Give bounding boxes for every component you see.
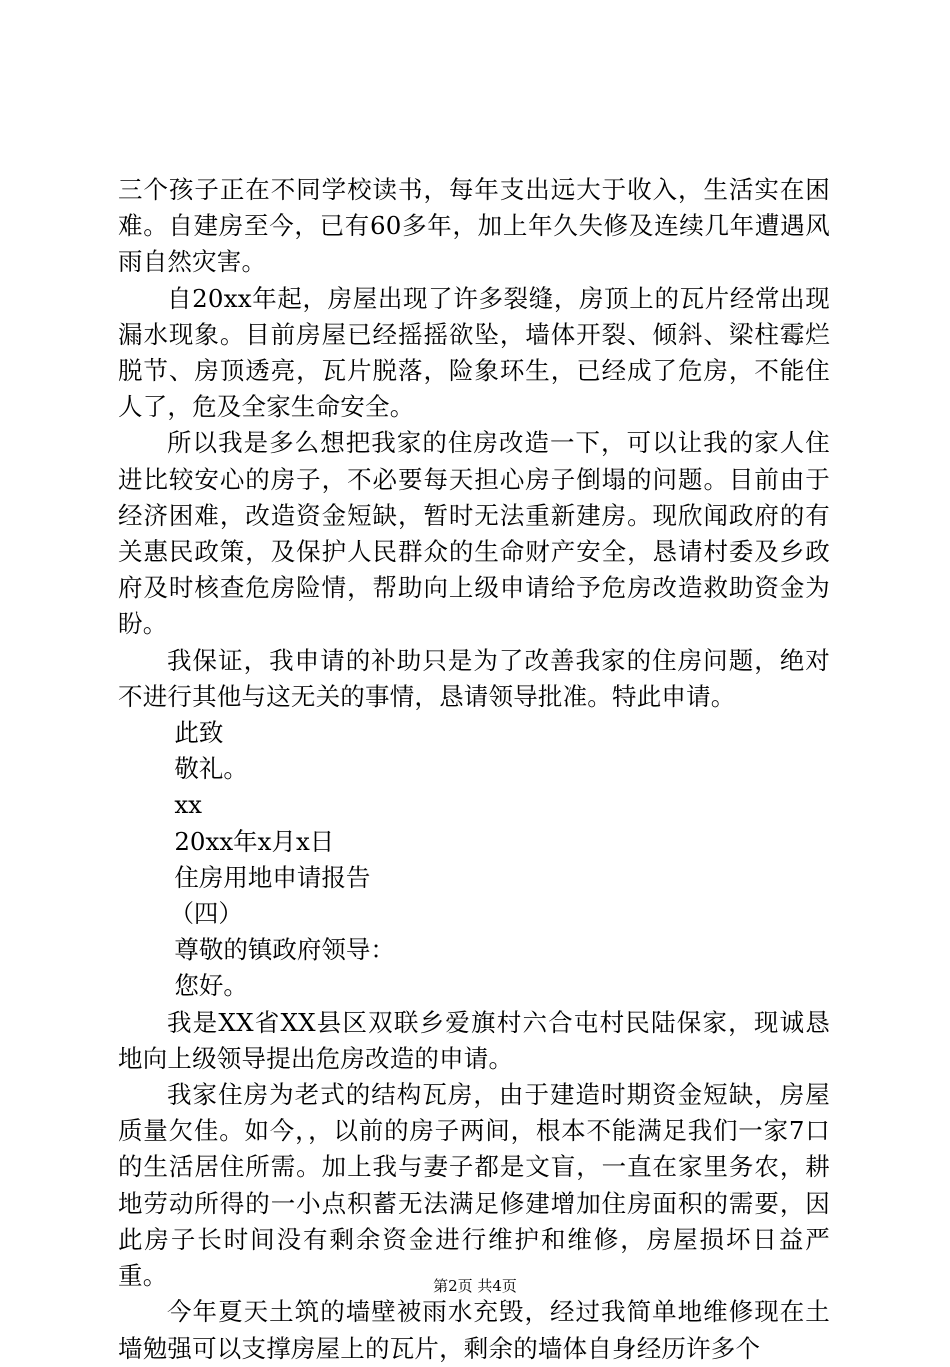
paragraph-housing-condition: 我家住房为老式的结构瓦房，由于建造时期资金短缺，房屋质量欠佳。如今，，以前的房子两间，根本不能满足我们一家7口的生活居住所需。加上我与妻子都是文盲，一直在家里务农，耕地劳动所得的一小点积蓄无法满足修建增加住房面积的需要，因此房子长时间没有剩余资金进行维护和维修，房屋损坏日益严重。 [118, 1080, 830, 1291]
paragraph-wall-damage: 今年夏天土筑的墙壁被雨水充毁，经过我简单地维修现在土墙勉强可以支撑房屋上的瓦片，剩余的墙体自身经历许多个 [118, 1297, 830, 1363]
paragraph-damage: 自20xx年起，房屋出现了许多裂缝，房顶上的瓦片经常出现漏水现象。目前房屋已经摇摇欲坠，墙体开裂、倾斜、梁柱霉烂脱节、房顶透亮，瓦片脱落，险象环生，已经成了危房，不能住人了，危及全家生命安全。 [118, 283, 830, 422]
paragraph-guarantee: 我保证，我申请的补助只是为了改善我家的住房问题，绝对不进行其他与这无关的事情，恳请领导批准。特此申请。 [118, 645, 830, 711]
paragraph-request: 所以我是多么想把我家的住房改造一下，可以让我的家人住进比较安心的房子，不必要每天担心房子倒塌的问题。目前由于经济困难，改造资金短缺，暂时无法重新建房。现欣闻政府的有关惠民政策，及保护人民群众的生命财产安全，恳请村委及乡政府及时核查危房险情，帮助向上级申请给予危房改造救助资金为盼。 [118, 428, 830, 639]
page-number-label: 第2页 共4页 [433, 1277, 517, 1295]
greeting: 您好。 [174, 971, 248, 1001]
document-body [118, 172, 830, 1367]
date-line: 20xx年x月x日 [174, 826, 335, 856]
salutation: 尊敬的镇政府领导： [174, 935, 395, 965]
paragraph-continuation: 三个孩子正在不同学校读书，每年支出远大于收入，生活实在困难。自建房至今，已有60多年，加上年久失修及连续几年遭遇风雨自然灾害。 [118, 175, 830, 277]
section-number: （四） [169, 899, 243, 929]
closing-line-1: 此致 [174, 718, 224, 748]
closing-line-2: 敬礼。 [174, 754, 248, 784]
paragraph-introduction: 我是XX省XX县区双联乡爱旗村六合屯村民陆保家，现诚恳地向上级领导提出危房改造的申请。 [118, 1007, 830, 1073]
section-title: 住房用地申请报告 [174, 862, 371, 892]
page-footer [0, 1276, 950, 1296]
signature: xx [174, 790, 202, 820]
